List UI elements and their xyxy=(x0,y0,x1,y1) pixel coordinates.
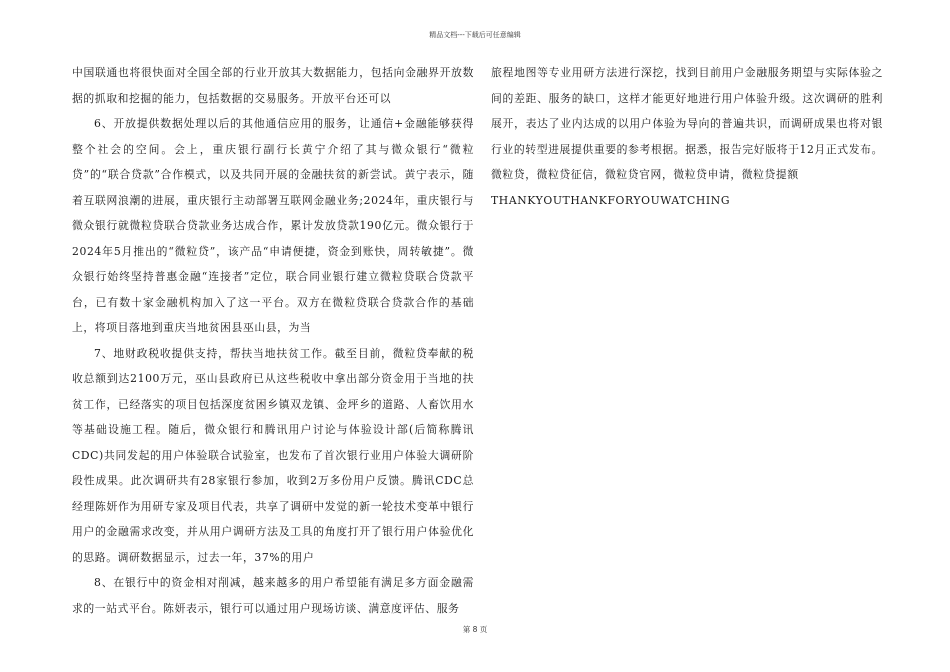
paragraph: 7、地财政税收提供支持，帮扶当地扶贫工作。截至目前，微粒贷奉献的税收总额到达2100万元，巫山县政府已从这些税收中拿出部分资金用于当地的扶贫工作，已经落实的项目包括深度贫困乡镇双龙镇、金坪乡的道路、人畜饮用水等基础设施工程。随后，微众银行和腾讯用户讨论与体验设计部(后简称腾讯CDC)共同发起的用户体验联合试验室，也发布了首次银行业用户体验大调研阶段性成果。此次调研共有28家银行参加，收到2万多份用户反馈。腾讯CDC总经理陈妍作为用研专家及项目代表，共享了调研中发觉的新一轮技术变革中银行用户的金融需求改变，并从用户调研方法及工具的角度打开了银行用户体验优化的思路。调研数据显示，过去一年，37%的用户 xyxy=(72,346,474,564)
left-column xyxy=(72,60,474,621)
page-header: 精品文档---下载后可任意编辑 xyxy=(429,31,521,39)
paragraph: 8、在银行中的资金相对削减，越来越多的用户希望能有满足多方面金融需求的一站式平台。陈妍表示，银行可以通过用户现场访谈、满意度评估、服务 xyxy=(72,576,474,615)
page-number: 第 8 页 xyxy=(462,625,488,634)
closing-line: THANKYOUTHANKFORYOUWATCHING xyxy=(491,193,731,207)
right-column xyxy=(491,60,883,213)
paragraph: 旅程地图等专业用研方法进行深挖，找到目前用户金融服务期望与实际体验之间的差距、服务的缺口，这样才能更好地进行用户体验升级。这次调研的胜利展开，表达了业内达成的以用户体验为导向的普遍共识，而调研成果也将对银行业的转型进展提供重要的参考根据。据悉，报告完好版将于12月正式发布。微粒贷，微粒贷征信，微粒贷官网，微粒贷申请，微粒贷提额 xyxy=(491,66,883,181)
paragraph: 中国联通也将很快面对全国全部的行业开放其大数据能力，包括向金融界开放数据的抓取和挖掘的能力，包括数据的交易服务。开放平台还可以 xyxy=(72,66,474,105)
paragraph: 6、开放提供数据处理以后的其他通信应用的服务，让通信+金融能够获得整个社会的空间。会上，重庆银行副行长黄宁介绍了其与微众银行“微粒贷”的“联合贷款”合作模式，以及共同开展的金融扶贫的新尝试。黄宁表示，随着互联网浪潮的进展，重庆银行主动部署互联网金融业务;2024年，重庆银行与微众银行就微粒贷联合贷款业务达成合作，累计发放贷款190亿元。微众银行于2024年5月推出的“微粒贷”，该产品“申请便捷，资金到账快，周转敏捷”。微众银行始终坚持普惠金融“连接者”定位，联合同业银行建立微粒贷联合贷款平台，已有数十家金融机构加入了这一平台。双方在微粒贷联合贷款合作的基础上，将项目落地到重庆当地贫困县巫山县，为当 xyxy=(72,117,474,334)
